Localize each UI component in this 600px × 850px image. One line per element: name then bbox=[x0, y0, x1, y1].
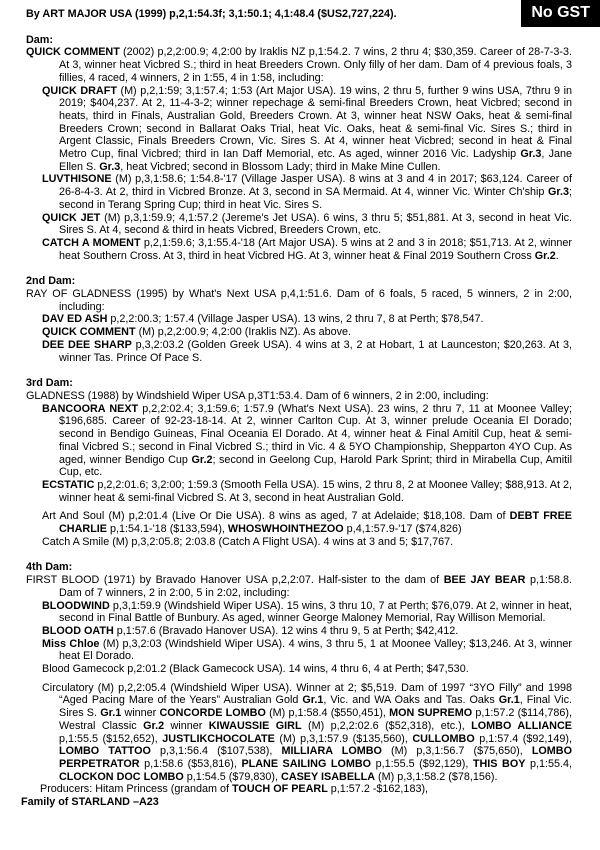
text-run: p,1:57.2 -$162,183), bbox=[327, 783, 429, 796]
emphasized-text: CASEY ISABELLA bbox=[281, 770, 376, 783]
foal-paragraph bbox=[26, 625, 572, 638]
text-run: p,1:58.8. Dam of 7 winners, 2 in 2:00, 5 in 2:02, including: bbox=[59, 574, 573, 599]
text-run: p,1:57.4 ($92,149), bbox=[474, 732, 573, 745]
emphasized-text: Gr.1 bbox=[498, 694, 520, 707]
text-run: p,3,1:59.9 (Windshield Wiper USA). 15 wins, 3 thru 10, 7 at Perth; $76,079. At 2, winner in heat, second in Final Battle of Bunbury. As aged, winner George Maloney Memorial, Ray Willison Memorial. bbox=[59, 599, 572, 625]
text-run: p,1:55.4, bbox=[525, 757, 572, 770]
emphasized-text: WHOSWHOINTHEZOO bbox=[227, 523, 344, 536]
text-run: p,1:54.1-'18 ($133,594), bbox=[107, 523, 228, 536]
emphasized-text: KIWAUSSIE GIRL bbox=[208, 719, 302, 732]
sire-byline bbox=[26, 8, 572, 21]
emphasized-text: Gr.3 bbox=[547, 186, 569, 199]
text-run: p,3,2:03.2 (Golden Greek USA). 4 wins at 3, 2 at Hobart, 1 at Launceston; $20,263. At 3, winner Tas. Prince Of Pace S. bbox=[59, 338, 572, 364]
emphasized-text: Gr.2 bbox=[534, 249, 556, 262]
emphasized-text: CATCH A MOMENT bbox=[42, 236, 141, 249]
dam-paragraph bbox=[26, 390, 572, 403]
text-run: , Jane Ellen S. bbox=[59, 148, 572, 173]
emphasized-text: BLOOD OATH bbox=[42, 624, 114, 637]
emphasized-text: DEBT FREE CHARLIE bbox=[59, 510, 573, 536]
text-run: GLADNESS (1988) by Windshield Wiper USA p,3T1:53.4. Dam of 6 winners, 2 in 2:00, including: bbox=[26, 389, 489, 402]
text-run: (M) p,3,1:59.9; 4,1:57.2 (Jereme's Jet USA). 6 wins, 3 thru 5; $51,881. At 3, second in heat Vic. Sires S. At 4, second & third in heats Vicbred, Breeders Crown, etc. bbox=[59, 211, 572, 237]
foal-paragraph bbox=[26, 638, 572, 663]
emphasized-text: ECSTATIC bbox=[42, 478, 95, 491]
text-run: , Vic. and WA Oaks and Tas. Oaks bbox=[323, 694, 499, 707]
emphasized-text: LOMBO TATTOO bbox=[59, 745, 151, 758]
emphasized-text: LUVTHISONE bbox=[42, 173, 112, 186]
emphasized-text: BLOODWIND bbox=[42, 599, 110, 612]
emphasized-text: TOUCH OF PEARL bbox=[232, 783, 328, 796]
emphasized-text: DEE DEE SHARP bbox=[42, 338, 132, 351]
text-run: ; second in Geelong Cup, Harold Park Sprint; third in Mirabella Cup, Amitil Cup, etc. bbox=[59, 453, 572, 479]
text-run: p,2,2:00.3; 1:57.4 (Village Jasper USA). 13 wins, 2 thru 7, 8 at Perth; $78,547. bbox=[107, 313, 484, 326]
text-run: RAY OF GLADNESS (1995) by What's Next USA p,4,1:51.6. Dam of 6 foals, 5 raced, 5 winners, 2 in 2:00, including: bbox=[26, 288, 572, 313]
text-run: (M) p,1:58.4 ($550,451), bbox=[265, 707, 390, 720]
text-run: . bbox=[555, 249, 559, 262]
emphasized-text: Gr.3 bbox=[99, 160, 121, 173]
emphasized-text: THIS BOY bbox=[472, 757, 526, 770]
family-line bbox=[21, 796, 572, 809]
foal-paragraph bbox=[26, 237, 572, 262]
section-heading: Dam: bbox=[26, 33, 53, 46]
emphasized-text: Gr.1 bbox=[302, 694, 324, 707]
pedigree-sections bbox=[26, 34, 572, 796]
foal-paragraph bbox=[26, 479, 572, 504]
foal-paragraph bbox=[26, 510, 572, 535]
text-run: winner bbox=[121, 707, 160, 720]
text-run: p,1:57.2 ($114,786), Westral Classic bbox=[59, 707, 573, 732]
emphasized-text: Gr.3 bbox=[520, 148, 542, 161]
emphasized-text: QUICK COMMENT bbox=[26, 46, 120, 59]
emphasized-text: Gr.2 bbox=[143, 719, 165, 732]
foal-paragraph bbox=[26, 600, 572, 625]
dam-paragraph bbox=[26, 288, 572, 313]
text-run: Producers: Hitam Princess (grandam of bbox=[40, 783, 233, 796]
text-run: Catch A Smile (M) p,3,2:05.8; 2:03.8 (Catch A Flight USA). 4 wins at 3 and 5; $17,767. bbox=[42, 535, 454, 548]
text-run: , heat Vicbred; second in Blossom Lady; third in Make Mine Cullen. bbox=[120, 160, 441, 173]
section-heading: 3rd Dam: bbox=[26, 377, 73, 390]
text-run: FIRST BLOOD (1971) by Bravado Hanover USA p,2,2:07. Half-sister to the dam of bbox=[26, 574, 444, 587]
emphasized-text: Gr.1 bbox=[100, 707, 122, 720]
text-run: p,4,1:57.9-'17 ($74,826) bbox=[343, 523, 462, 536]
foal-paragraph bbox=[26, 682, 572, 784]
text-run: p,1:54.5 ($79,830), bbox=[183, 770, 282, 783]
dam-paragraph bbox=[26, 574, 572, 599]
section-heading: 4th Dam: bbox=[26, 561, 73, 574]
text-run: (M) p,2,2:00.9; 4,2:00 (Iraklis NZ). As above. bbox=[135, 326, 352, 339]
producers-line bbox=[26, 783, 572, 796]
text-run: (M) p,3,1:58.2 ($78,156). bbox=[375, 770, 498, 783]
text-run: (M) p,3,1:58.6; 1:54.8-'17 (Village Jasper USA). 8 wins at 3 and 4 in 2017; $63,124. Career of 26-8-4-3. At 2, third in Vicbred Bronze. At 3, second in SA Mermaid. At 4, winner Vic. Winter Ch'ship bbox=[59, 173, 572, 199]
text-run: p,1:57.6 (Bravado Hanover USA). 12 wins 4 thru 9, 5 at Perth; $42,412. bbox=[113, 624, 459, 637]
emphasized-text: PLANE SAILING LOMBO bbox=[241, 757, 372, 770]
emphasized-text: MON SUPREMO bbox=[389, 707, 473, 720]
text-run: Art And Soul (M) p,2:01.4 (Live Or Die USA). 8 wins as aged, 7 at Adelaide; $18,108. Dam of bbox=[42, 510, 510, 523]
emphasized-text: QUICK COMMENT bbox=[42, 326, 136, 339]
text-run: winner bbox=[164, 719, 209, 732]
emphasized-text: By ART MAJOR USA (1999) p,2,1:54.3f; 3,1:50.1; 4,1:48.4 ($US2,727,224). bbox=[26, 8, 397, 20]
emphasized-text: CULLOMBO bbox=[412, 732, 475, 745]
dam-paragraph bbox=[26, 46, 572, 84]
text-run: p,2,2:01.6; 3,2:00; 1:59.3 (Smooth Fella USA). 15 wins, 2 thru 8, 2 at Moonee Valley; $88,913. At 2, winner heat & semi-final Vicbred S. At 3, second in heat Australian Gold. bbox=[59, 478, 572, 504]
text-run: Circulatory (M) p,2,2:05.4 (Windshield Wiper USA). Winner at 2; $5,519. Dam of 1997 “3YO Filly” and 1998 “Aged Pacing Mare of the Years” Australian Gold bbox=[42, 681, 572, 707]
foal-paragraph bbox=[26, 536, 572, 549]
emphasized-text: Gr.2 bbox=[191, 453, 213, 466]
emphasized-text: Family of STARLAND –A23 bbox=[21, 796, 159, 809]
foal-paragraph bbox=[26, 85, 572, 174]
text-run: (M) p,3,2:03 (Windshield Wiper USA). 4 wins, 3 thru 5, 1 at Moonee Valley; $13,246. At 3, winner heat El Dorado. bbox=[59, 637, 572, 663]
emphasized-text: CLOCKON DOC LOMBO bbox=[59, 770, 184, 783]
text-run: p,1:55.5 ($152,652), bbox=[59, 732, 163, 745]
emphasized-text: QUICK JET bbox=[42, 211, 101, 224]
text-run: p,1:58.6 ($53,816), bbox=[139, 757, 242, 770]
emphasized-text: DAV ED ASH bbox=[42, 313, 108, 326]
emphasized-text: CONCORDE LOMBO bbox=[159, 707, 266, 720]
text-run: ; second in Terang Spring Cup; third in heat Vic. Sires S. bbox=[59, 186, 572, 211]
text-run: p,3,1:56.4 ($107,538), bbox=[150, 745, 282, 758]
text-run: p,2,2:02.4; 3,1:59.6; 1:57.9 (What's Next USA). 23 wins, 2 thru 7, 11 at Moonee Valley; $196,685. Career of 92-23-18-14. At 2, winner Carlton Cup. At 3, winner prelude Oceania El Dorado; second in Bendigo Guineas, Final Oceania El Dorado. At 4, winner heat & Final Amitil Cup, heat & semi-final Vicbred S.; second in Final Vicbred S.; third in Vic. 4 & 5YO Championship, Shepparton 4YO Cup. As aged, winner Bendigo Cup bbox=[59, 402, 572, 466]
text-run: p,1:55.5 ($92,129), bbox=[371, 757, 473, 770]
text-run: (M) p,2,1:59; 3,1:57.4; 1:53 (Art Major USA). 19 wins, 2 thru 5, further 9 wins USA, 7thru 9 in 2019; $404,237. At 2, 11-4-3-2; winner repechage & semi-final Breeders Crown, heat Vicbred; second in heats, third in Finals, Australian Gold, Breeders Crown. At 3, winner heat NSW Oaks, heat & semi-final Breeders Crown; second in Ballarat Oaks Trial, heat Vic. Oaks, heat & semi-final Vic. Sires S.; third in Argent Classic, Finals Breeders Crown, Vic. Sires S. At 4, winner heat Vicbred; second in heat & Final Metro Cup, final Vicbred; third in Ian Daff Memorial, etc. As aged, winner 2016 Vic. Ladyship bbox=[59, 84, 572, 161]
emphasized-text: BANCOORA NEXT bbox=[42, 402, 139, 415]
text-run: p,2,1:59.6; 3,1:55.4-'18 (Art Major USA). 5 wins at 2 and 3 in 2018; $51,713. At 2, winner heat Southern Cross. At 3, third in heat Vicbred HG. At 3, winner heat & Final 2019 Southern Cross bbox=[59, 236, 572, 262]
foal-paragraph bbox=[26, 339, 572, 364]
emphasized-text: BEE JAY BEAR bbox=[443, 574, 526, 587]
text-run: Blood Gamecock p,2:01.2 (Black Gamecock USA). 14 wins, 4 thru 6, 4 at Perth; $47,530. bbox=[42, 663, 469, 676]
foal-paragraph bbox=[26, 403, 572, 479]
foal-paragraph bbox=[26, 326, 572, 339]
text-run: (M) p,3,1:57.9 ($135,560), bbox=[274, 732, 413, 745]
section-heading: 2nd Dam: bbox=[26, 275, 76, 288]
foal-paragraph bbox=[26, 663, 572, 676]
emphasized-text: LOMBO ALLIANCE bbox=[471, 719, 572, 732]
emphasized-text: Miss Chloe bbox=[42, 637, 100, 650]
emphasized-text: LOMBO PERPETRATOR bbox=[59, 745, 572, 770]
emphasized-text: MILLIARA LOMBO bbox=[281, 745, 382, 758]
text-run: , Final Vic. Sires S. bbox=[59, 694, 572, 720]
text-run: (M) p,2,2:02.6 ($52,318), etc.), bbox=[301, 719, 472, 732]
emphasized-text: QUICK DRAFT bbox=[42, 84, 117, 97]
no-gst-badge: No GST bbox=[521, 0, 600, 27]
text-run: (2002) p,2,2:00.9; 4,2:00 by Iraklis NZ p,1:54.2. 7 wins, 2 thru 4; $30,359. Career of 28-7-3-3. At 3, winner heat Vicbred S.; third in heat Breeders Crown. Only filly of her dam. Dam of 4 previous foals, 3 fillies, 4 raced, 4 winners, 2 in 1:55, 4 in 1:58, including: bbox=[59, 46, 572, 84]
text-run: (M) p,3,1:56.7 ($75,650), bbox=[381, 745, 532, 758]
foal-paragraph bbox=[26, 173, 572, 211]
emphasized-text: JUSTLIKCHOCOLATE bbox=[162, 732, 275, 745]
foal-paragraph bbox=[26, 212, 572, 237]
foal-paragraph bbox=[26, 313, 572, 326]
